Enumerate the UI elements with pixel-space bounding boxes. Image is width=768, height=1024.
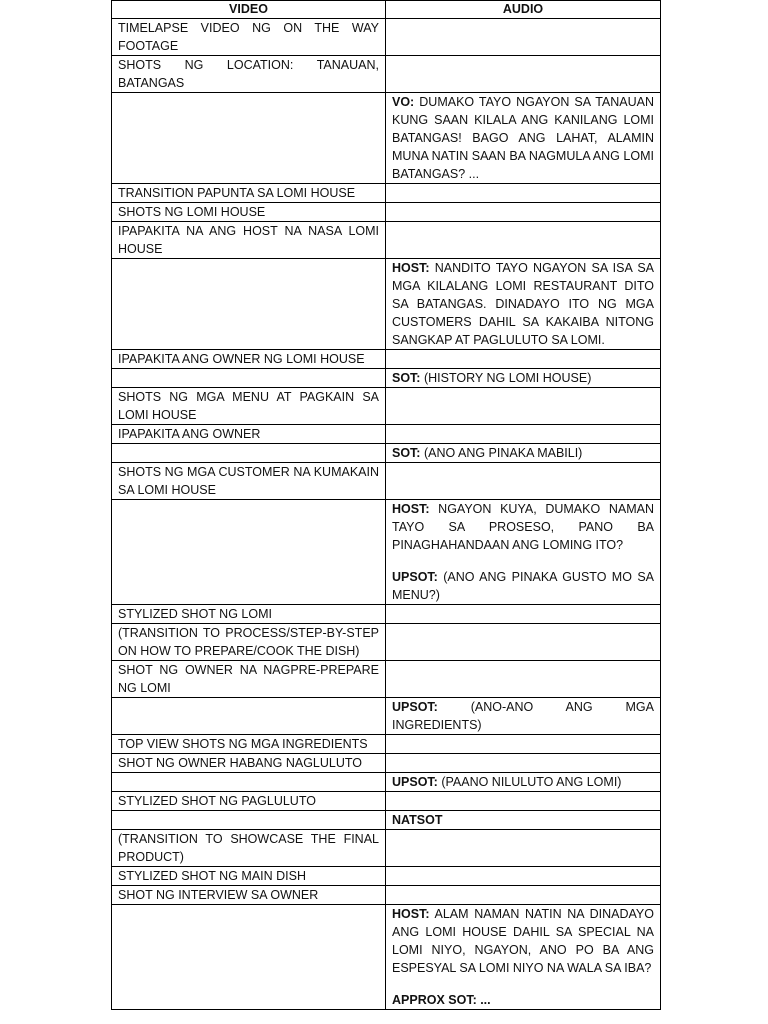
video-cell: (TRANSITION TO PROCESS/STEP-BY-STEP ON HOW TO PREPARE/COOK THE DISH) xyxy=(112,624,386,661)
video-cell: (TRANSITION TO SHOWCASE THE FINAL PRODUCT) xyxy=(112,830,386,867)
audio-cell xyxy=(386,203,661,222)
audio-label: NATSOT xyxy=(392,813,443,827)
video-cell: SHOT NG OWNER HABANG NAGLULUTO xyxy=(112,754,386,773)
audio-cell xyxy=(386,698,661,735)
audio-label: SOT: xyxy=(392,446,421,460)
audio-label: SOT: xyxy=(392,371,421,385)
audio-cell xyxy=(386,624,661,661)
video-column-header: VIDEO xyxy=(112,1,386,19)
audio-cell xyxy=(386,222,661,259)
audio-segment xyxy=(392,369,654,387)
audio-segment xyxy=(392,905,654,977)
video-cell: STYLIZED SHOT NG PAGLULUTO xyxy=(112,792,386,811)
table-row xyxy=(112,184,661,203)
audio-cell xyxy=(386,811,661,830)
video-cell: SHOTS NG MGA MENU AT PAGKAIN SA LOMI HOUSE xyxy=(112,388,386,425)
audio-label: UPSOT: xyxy=(392,700,438,714)
video-cell xyxy=(112,444,386,463)
video-cell: STYLIZED SHOT NG LOMI xyxy=(112,605,386,624)
table-row xyxy=(112,886,661,905)
audio-text: NANDITO TAYO NGAYON SA ISA SA MGA KILALANG LOMI RESTAURANT DITO SA BATANGAS. DINADAYO ITO NG MGA CUSTOMERS DAHIL SA KAKAIBA NITONG SANGKAP AT PAGLULUTO SA LOMI. xyxy=(392,261,654,347)
video-cell xyxy=(112,93,386,184)
audio-segment xyxy=(392,500,654,554)
video-cell: SHOTS NG LOMI HOUSE xyxy=(112,203,386,222)
table-row xyxy=(112,792,661,811)
audio-cell xyxy=(386,886,661,905)
audio-text: ALAM NAMAN NATIN NA DINADAYO ANG LOMI HOUSE DAHIL SA SPECIAL NA LOMI NIYO, NGAYON, ANO PO BA ANG ESPESYAL SA LOMI NIYO NA WALA SA IBA? xyxy=(392,907,654,975)
table-row xyxy=(112,754,661,773)
video-cell: SHOTS NG LOCATION: TANAUAN, BATANGAS xyxy=(112,56,386,93)
video-cell: SHOT NG OWNER NA NAGPRE-PREPARE NG LOMI xyxy=(112,661,386,698)
audio-label: HOST: xyxy=(392,502,430,516)
table-row xyxy=(112,444,661,463)
video-cell xyxy=(112,698,386,735)
audio-cell xyxy=(386,500,661,605)
video-cell: TIMELAPSE VIDEO NG ON THE WAY FOOTAGE xyxy=(112,19,386,56)
video-cell: TOP VIEW SHOTS NG MGA INGREDIENTS xyxy=(112,735,386,754)
audio-segment xyxy=(392,444,654,462)
table-row xyxy=(112,388,661,425)
audio-cell xyxy=(386,259,661,350)
audio-cell xyxy=(386,350,661,369)
audio-label: UPSOT: xyxy=(392,570,438,584)
video-cell xyxy=(112,811,386,830)
audio-cell xyxy=(386,425,661,444)
header-row xyxy=(112,1,661,19)
table-row xyxy=(112,698,661,735)
table-row xyxy=(112,905,661,1010)
table-row xyxy=(112,773,661,792)
audio-cell xyxy=(386,735,661,754)
audio-cell xyxy=(386,905,661,1010)
table-row xyxy=(112,56,661,93)
audio-text: (ANO ANG PINAKA GUSTO MO SA MENU?) xyxy=(392,570,654,602)
video-cell: IPAPAKITA ANG OWNER xyxy=(112,425,386,444)
video-cell: SHOTS NG MGA CUSTOMER NA KUMAKAIN SA LOMI HOUSE xyxy=(112,463,386,500)
table-row xyxy=(112,259,661,350)
audio-text: (ANO ANG PINAKA MABILI) xyxy=(423,446,583,460)
audio-label: HOST: xyxy=(392,261,430,275)
audio-segment xyxy=(392,991,654,1009)
audio-cell xyxy=(386,463,661,500)
audio-cell xyxy=(386,754,661,773)
video-cell: IPAPAKITA NA ANG HOST NA NASA LOMI HOUSE xyxy=(112,222,386,259)
table-row xyxy=(112,93,661,184)
audio-label: UPSOT: xyxy=(392,775,438,789)
table-row xyxy=(112,19,661,56)
audio-cell xyxy=(386,93,661,184)
audio-label: HOST: xyxy=(392,907,430,921)
table-row xyxy=(112,425,661,444)
video-cell xyxy=(112,500,386,605)
table-row xyxy=(112,369,661,388)
table-row xyxy=(112,500,661,605)
video-cell: TRANSITION PAPUNTA SA LOMI HOUSE xyxy=(112,184,386,203)
audio-text: (PAANO NILULUTO ANG LOMI) xyxy=(441,775,622,789)
video-cell: IPAPAKITA ANG OWNER NG LOMI HOUSE xyxy=(112,350,386,369)
audio-cell xyxy=(386,184,661,203)
table-row xyxy=(112,203,661,222)
audio-label: VO: xyxy=(392,95,415,109)
audio-text: NGAYON KUYA, DUMAKO NAMAN TAYO SA PROSESO, PANO BA PINAGHAHANDAAN ANG LOMING ITO? xyxy=(392,502,654,552)
audio-segment xyxy=(392,773,654,791)
audio-cell xyxy=(386,867,661,886)
audio-cell xyxy=(386,56,661,93)
audio-cell xyxy=(386,830,661,867)
audio-cell xyxy=(386,792,661,811)
table-row xyxy=(112,605,661,624)
table-row xyxy=(112,735,661,754)
audio-cell xyxy=(386,773,661,792)
video-cell xyxy=(112,369,386,388)
audio-segment xyxy=(392,811,654,829)
audio-cell xyxy=(386,444,661,463)
video-cell xyxy=(112,905,386,1010)
table-row xyxy=(112,350,661,369)
table-row xyxy=(112,222,661,259)
audio-cell xyxy=(386,605,661,624)
audio-text: DUMAKO TAYO NGAYON SA TANAUAN KUNG SAAN KILALA ANG KANILANG LOMI BATANGAS! BAGO ANG LAHAT, ALAMIN MUNA NATIN SAAN BA NAGMULA ANG LOMI BATANGAS? ... xyxy=(392,95,654,181)
video-cell xyxy=(112,773,386,792)
audio-segment xyxy=(392,698,654,734)
table-row xyxy=(112,661,661,698)
audio-segment xyxy=(392,259,654,349)
table-row xyxy=(112,463,661,500)
audio-column-header: AUDIO xyxy=(386,1,661,19)
audio-text: (ANO-ANO ANG MGA INGREDIENTS) xyxy=(392,700,654,732)
audio-label: APPROX SOT: ... xyxy=(392,993,491,1007)
audio-segment xyxy=(392,568,654,604)
video-cell xyxy=(112,259,386,350)
table-row xyxy=(112,830,661,867)
audio-segment xyxy=(392,93,654,183)
audio-text: (HISTORY NG LOMI HOUSE) xyxy=(423,371,592,385)
video-cell: STYLIZED SHOT NG MAIN DISH xyxy=(112,867,386,886)
video-cell: SHOT NG INTERVIEW SA OWNER xyxy=(112,886,386,905)
table-row xyxy=(112,867,661,886)
audio-cell xyxy=(386,388,661,425)
audio-cell xyxy=(386,19,661,56)
table-row xyxy=(112,624,661,661)
script-table xyxy=(111,0,661,1010)
table-row xyxy=(112,811,661,830)
audio-cell xyxy=(386,369,661,388)
audio-cell xyxy=(386,661,661,698)
